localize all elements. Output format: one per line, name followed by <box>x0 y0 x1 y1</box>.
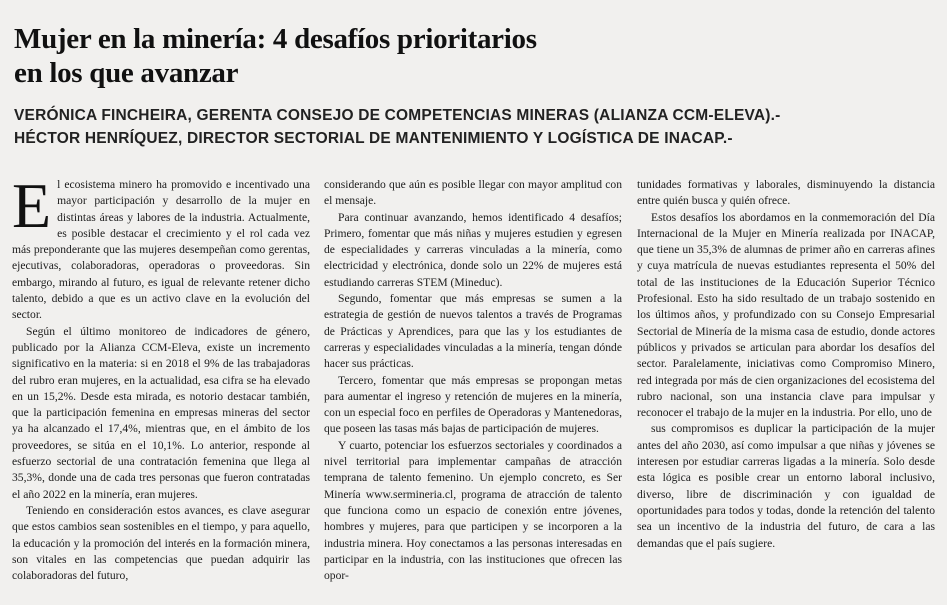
paragraph-text: l ecosistema minero ha promovido e incentivado una mayor participación y desarrollo de la mujer en distintas áreas y labores de la industria. Actualmente, es posible destacar el crecimiento y el rol cada vez más preponderante que las mujeres desempeñan como gerentas, ejecutivas, colaboradoras, operadoras o proveedoras. Sin embargo, mirando al futuro, es igual de relevante retener dicho talento, debido a que es un activo clave en la evolución del sector. <box>12 178 310 322</box>
paragraph: Para continuar avanzando, hemos identificado 4 desafíos; Primero, fomentar que más niñas y mujeres estudien y egresen de especialidades y carreras vinculadas a la minería, como electricidad y electrónica, donde solo un 22% de mujeres está estudiando carreras STEM (Mineduc). <box>324 210 622 289</box>
text-column-1 <box>12 170 310 584</box>
paragraph: tunidades formativas y laborales, disminuyendo la distancia entre quién busca y quién ofrece. <box>637 178 935 208</box>
paragraph: Y cuarto, potenciar los esfuerzos sectoriales y coordinados a nivel territorial para implementar campañas de atracción temprana de talento femenino. Un ejemplo concreto, es Ser Minería www.sermineria.cl, programa de atracción de talento que funciona como un espacio de conexión entre jóvenes, hombres y mujeres, para que participen y se incorporen a la industria minera. Hoy conectamos a las personas interesadas en participar en la industria, con las instituciones que ofrecen las opor- <box>324 438 622 583</box>
article-byline <box>14 104 934 150</box>
paragraph: considerando que aún es posible llegar con mayor amplitud con el mensaje. <box>324 178 622 208</box>
paragraph: Tercero, fomentar que más empresas se propongan metas para aumentar el ingreso y retención de mujeres en la minería, con un especial foco en perfiles de Operadoras y Mantenedoras, que poseen las tasas más bajas de participación de mujeres. <box>324 373 622 436</box>
article-title-line-1: Mujer en la minería: 4 desafíos prioritarios <box>14 23 537 55</box>
drop-cap: E <box>12 170 52 241</box>
author-1: VERÓNICA FINCHEIRA, GERENTA CONSEJO DE COMPETENCIAS MINERAS (ALIANZA CCM-ELEVA).- <box>14 107 781 124</box>
text-column-2 <box>324 177 622 584</box>
paragraph: Segundo, fomentar que más empresas se sumen a la estrategia de gestión de nuevos talentos a través de Programas de Prácticas y Aprendices, para que las y los estudiantes de carreras y especialidades vinculadas a la minería, tengan dónde hacer sus prácticas. <box>324 292 622 371</box>
paragraph: Teniendo en consideración estos avances, es clave asegurar que estos cambios sean sostenibles en el tiempo, y para aquello, la educación y la promoción del interés en la formación minera, son vitales en las competencias que puedan adquirir las colaboradoras del futuro, <box>12 503 310 583</box>
article-title <box>14 22 914 90</box>
text-column-3 <box>637 177 935 552</box>
paragraph: Según el último monitoreo de indicadores de género, publicado por la Alianza CCM-Eleva, existe un incremento significativo en la materia: si en 2018 el 9% de las trabajadoras del rubro eran mujeres, en la actualidad, esa cifra se ha elevado en un 15,2%. Desde esta mirada, es notorio destacar también, que la participación femenina en empresas mineras del sector ya ha alcanzado el 17,4%, mientras que, en el ámbito de los proveedores, se sitúa en el 10,1%. Lo anterior, responde al esfuerzo sectorial de una contratación femenina que llega al 35,3%, donde una de cada tres personas que fueron contratadas el año 2022 en la minería, eran mujeres. <box>12 324 310 501</box>
paragraph <box>12 170 310 324</box>
paragraph: Estos desafíos los abordamos en la conmemoración del Día Internacional de la Mujer en Minería realizada por INACAP, que tiene un 35,3% de alumnas de primer año en carreras afines y cuya matrícula de nuevas estudiantes representa el 50% del total de las instituciones de la Educación Superior Técnico Profesional. Esto ha sido resultado de un trabajo sostenido en los últimos años, y profundizado con su Consejo Empresarial Sectorial de Minería de la misma casa de estudio, donde actores públicos y privados se articulan para abordar los desafíos del sector. Paralelamente, iniciativas como Compromiso Minero, red integrada por más de cien organizaciones del ecosistema del rubro nacional, son una instancia clave para impulsar y reconocer el trabajo de la mujer en la industria. Por ello, uno de <box>637 210 935 420</box>
article-title-line-2: en los que avanzar <box>14 57 239 89</box>
author-2: HÉCTOR HENRÍQUEZ, DIRECTOR SECTORIAL DE MANTENIMIENTO Y LOGÍSTICA DE INACAP.- <box>14 130 733 147</box>
paragraph: sus compromisos es duplicar la participación de la mujer antes del año 2030, así como impulsar a que niñas y jóvenes se interesen por estudiar carreras ligadas a la minería. Solo desde esta lógica es posible crear un entorno laboral inclusivo, diverso, libre de discriminación y con igualdad de oportunidades para todos y todas, donde la retención del talento sea un incentivo de la industria del futuro, de cara a las demandas que el país sugiere. <box>637 422 935 550</box>
